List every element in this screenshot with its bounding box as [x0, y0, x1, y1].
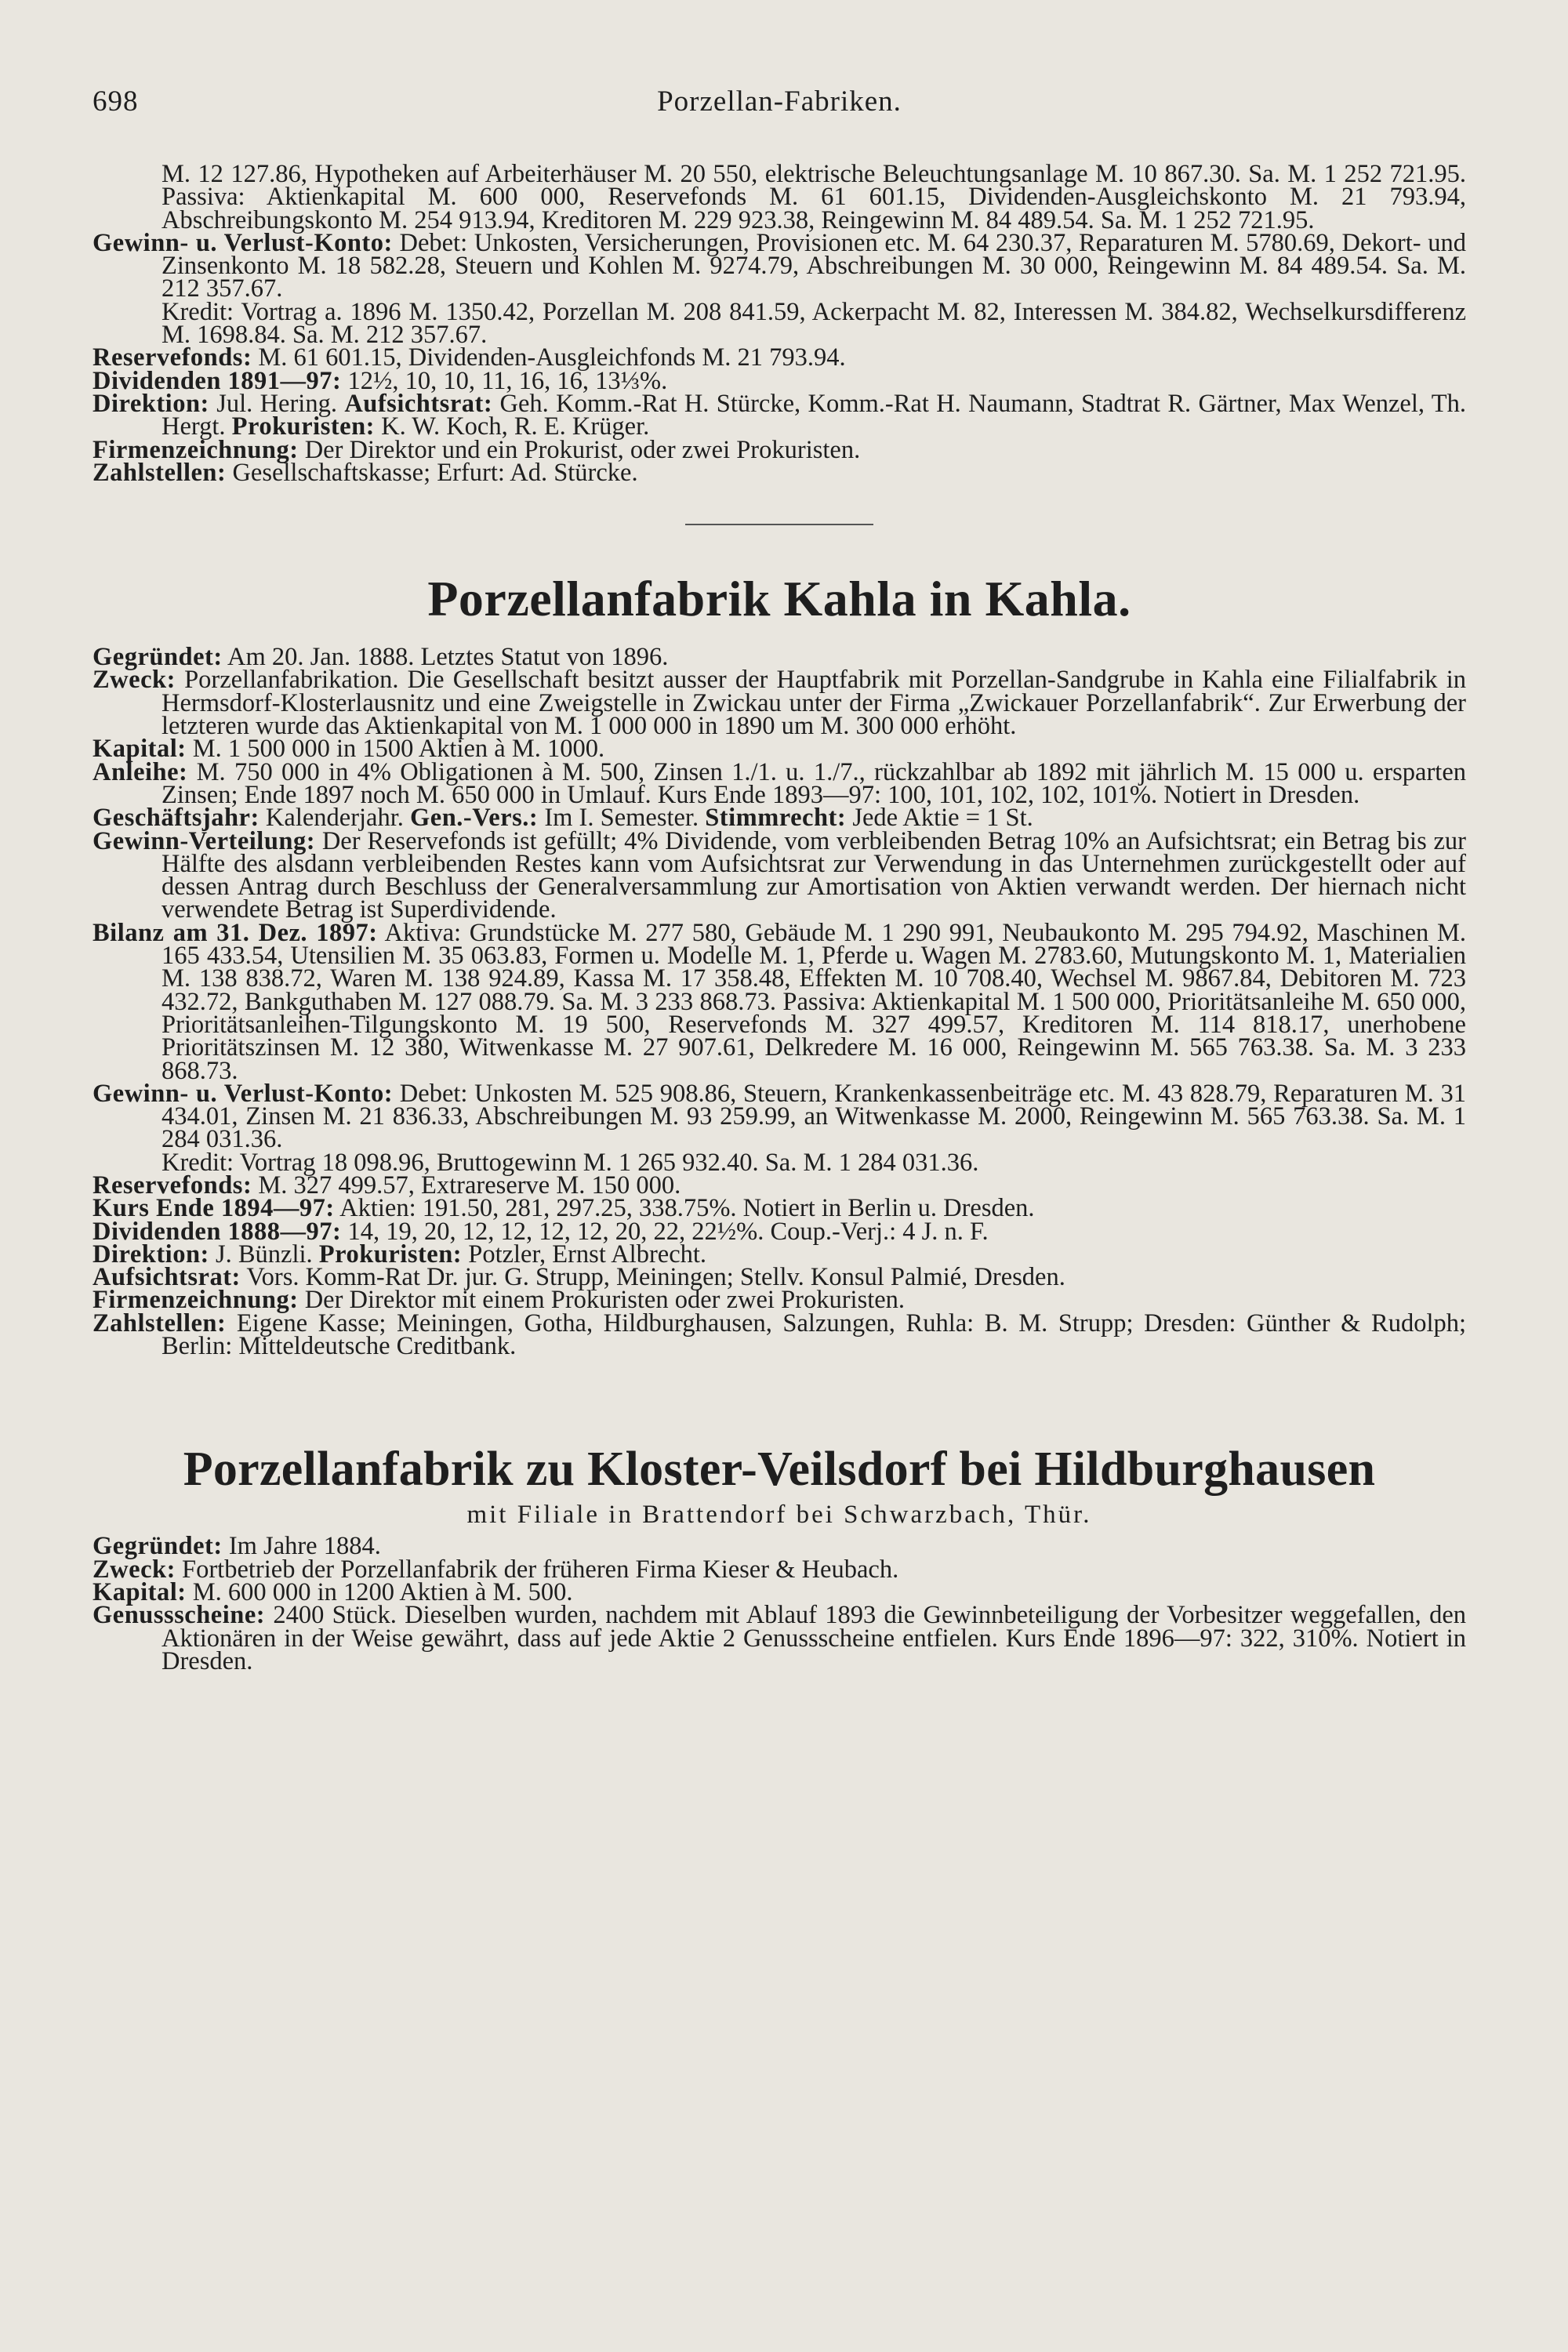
entry-text: 12½, 10, 10, 11, 16, 16, 13⅓%.: [347, 366, 668, 395]
entry-label: Geschäftsjahr:: [93, 804, 260, 833]
entry-text: Der Direktor mit einem Prokuristen oder zwei Prokuristen.: [304, 1286, 906, 1315]
entry-label: Anleihe:: [93, 757, 188, 786]
entry-text: M. 61 601.15, Dividenden-Ausgleichfonds M. 21 793.94.: [258, 343, 846, 372]
page-content: [93, 160, 1467, 1675]
entry-text: M. 327 499.57, Extrareserve M. 150 000.: [258, 1171, 681, 1200]
entry-label: Gewinn- u. Verlust-Konto:: [93, 228, 393, 257]
entry-label: Kapital:: [93, 735, 187, 764]
entry-label: Kurs Ende 1894—97:: [93, 1194, 335, 1223]
entry-label: Dividenden 1891—97:: [93, 366, 342, 395]
entry-text: Kalenderjahr.: [265, 804, 404, 833]
company-subtitle: mit Filiale in Brattendorf bei Schwarzbach, Thür.: [466, 1501, 1092, 1530]
entry-text: Fortbetrieb der Porzellanfabrik der früheren Firma Kieser & Heubach.: [182, 1555, 899, 1584]
entry-label: Zweck:: [93, 666, 176, 695]
entry-text: Porzellanfabrikation. Die Gesellschaft besitzt ausser der Hauptfabrik mit Porzellan-Sandgrube in Kahla eine Filialfabrik in Hermsdorf-Klosterlausnitz und eine Zweigstelle in Zwickau unter der Firma „Zwickauer Porzellanfabrik“. Zur Erwerbung der letzteren wurde das Aktienkapital von M. 1 000 000 in 1890 um M. 300 000 erhöht.: [162, 666, 1466, 741]
entry-text: M. 750 000 in 4% Obligationen à M. 500, Zinsen 1./1. u. 1./7., rückzahlbar ab 1892 mit jährlich M. 15 000 u. ersparten Zinsen; Ende 1897 noch M. 650 000 in Umlauf. Kurs Ende 1893—97: 100, 101, 102, 102, 101%. Notiert in Dresden.: [162, 757, 1467, 809]
entry-text: Der Reservefonds ist gefüllt; 4% Dividende, vom verbleibenden Betrag 10% an Aufsichtsrat; ein Betrag bis zur Hälfte des alsdann verbleibenden Restes kann vom Aufsichtsrat zur Verwendung in das Unternehmen zurückgestellt oder auf dessen Antrag durch Beschluss der Generalversammlung zur Amortisation von Aktien verwandt werden. Der hiernach nicht verwendete Betrag ist Superdividende.: [162, 826, 1466, 924]
entry-label: Zahlstellen:: [93, 458, 227, 487]
entry-label: Bilanz am 31. Dez. 1897:: [93, 918, 378, 947]
page-number: 698: [93, 85, 139, 118]
entry-text: M. 600 000 in 1200 Aktien à M. 500.: [192, 1577, 573, 1606]
page-header: [93, 85, 1466, 129]
entry-label: Aufsichtsrat:: [93, 1263, 241, 1292]
running-title: Porzellan-Fabriken.: [657, 85, 902, 118]
entry-text: Im Jahre 1884.: [228, 1532, 381, 1561]
kahla-gewinn-verlust: [93, 1079, 1466, 1154]
entry-text: Aktiva: Grundstücke M. 277 580, Gebäude M. 1 290 991, Neubaukonto M. 295 794.92, Maschinen M. 165 433.54, Utensilien M. 35 063.83, Formen u. Modelle M. 1, Pferde u. Wagen M. 2783.60, Mutungskonto M. 1, Materialien M. 138 838.72, Waren M. 138 924.89, Kassa M. 17 358.48, Effekten M. 10 708.40, Wechsel M. 9867.84, Debitoren M. 723 432.72, Bankguthaben M. 127 088.79. Sa. M. 3 233 868.73. Passiva: Aktienkapital M. 1 500 000, Prioritätsanleihe M. 650 000, Prioritätsanleihen-Tilgungskonto M. 19 500, Reservefonds M. 327 499.57, Kreditoren M. 114 818.17, unerhobene Prioritätszinsen M. 12 380, Witwenkasse M. 27 907.61, Delkredere M. 16 000, Reingewinn M. 565 763.38. Sa. M. 3 233 868.73.: [162, 918, 1467, 1085]
entry-text: Am 20. Jan. 1888. Letztes Statut von 1896.: [227, 643, 669, 672]
entry-text: Jede Aktie = 1 St.: [852, 804, 1033, 833]
entry-label: Gen.-Vers.:: [410, 804, 539, 833]
entry-label: Direktion:: [93, 1240, 209, 1269]
entry-text: J. Bünzli.: [215, 1240, 313, 1269]
prev-direktion: [93, 389, 1466, 441]
entry-label: Gewinn-Verteilung:: [93, 826, 316, 855]
prev-kredit: Kredit: Vortrag a. 1896 M. 1350.42, Porzellan M. 208 841.59, Ackerpacht M. 82, Interessen M. 384.82, Wechselkursdifferenz M. 1698.84. Sa. M. 212 357.67.: [162, 297, 1466, 350]
entry-text: K. W. Koch, R. E. Krüger.: [381, 412, 650, 441]
entry-text: Aktien: 191.50, 281, 297.25, 338.75%. Notiert in Berlin u. Dresden.: [339, 1194, 1035, 1223]
entry-text: Gesellschaftskasse; Erfurt: Ad. Stürcke.: [232, 458, 638, 487]
entry-label: Zahlstellen:: [93, 1308, 227, 1338]
entry-label: Dividenden 1888—97:: [93, 1217, 342, 1246]
bilanz-continuation: M. 12 127.86, Hypotheken auf Arbeiterhäuser M. 20 550, elektrische Beleuchtungsanlage M. 10 867.30. Sa. M. 1 252 721.95. Passiva: Aktienkapital M. 600 000, Reservefonds M. 61 601.15, Dividenden-Ausgleichskonto M. 21 793.94, Abschreibungskonto M. 254 913.94, Kreditoren M. 229 923.38, Reingewinn M. 84 489.54. Sa. M. 1 252 721.95.: [162, 160, 1466, 234]
section-gap: [93, 1358, 1466, 1439]
entry-label: Firmenzeichnung:: [93, 435, 299, 464]
entry-text: Geh. Komm.-Rat H. Stürcke, Komm.-Rat H. Naumann, Stadtrat R. Gärtner, Max Wenzel, Th. Hergt.: [162, 389, 1466, 441]
entry-label: Reservefonds:: [93, 1171, 252, 1200]
prev-gewinn-verlust: [93, 228, 1466, 303]
kahla-zahlstellen: [93, 1308, 1467, 1361]
company-title-kloster-veilsdorf: Porzellanfabrik zu Kloster-Veilsdorf bei Hildburghausen: [183, 1443, 1376, 1497]
entry-label: Genussscheine:: [93, 1601, 266, 1630]
entry-label: Prokuristen:: [318, 1240, 463, 1269]
entry-label: Gegründet:: [93, 1532, 223, 1561]
entry-text: 14, 19, 20, 12, 12, 12, 12, 20, 22, 22½%. Coup.-Verj.: 4 J. n. F.: [347, 1217, 989, 1246]
entry-label: Aufsichtsrat:: [344, 389, 493, 418]
entry-text: Der Direktor und ein Prokurist, oder zwei Prokuristen.: [304, 435, 861, 464]
kahla-kredit: Kredit: Vortrag 18 098.96, Bruttogewinn M. 1 265 932.40. Sa. M. 1 284 031.36.: [162, 1148, 979, 1177]
kahla-bilanz: [93, 918, 1467, 1085]
entry-text: Jul. Hering.: [216, 389, 337, 418]
entry-label: Gegründet:: [93, 643, 223, 672]
kahla-gewinn-verteilung: [93, 826, 1466, 924]
entry-label: Stimmrecht:: [705, 804, 847, 833]
entry-label: Gewinn- u. Verlust-Konto:: [93, 1079, 394, 1108]
prev-zahlstellen: [93, 458, 1466, 487]
entry-text: Vors. Komm-Rat Dr. jur. G. Strupp, Meiningen; Stellv. Konsul Palmié, Dresden.: [246, 1263, 1065, 1292]
entry-label: Kapital:: [93, 1577, 187, 1606]
entry-label: Zweck:: [93, 1555, 176, 1584]
entry-text: Debet: Unkosten, Versicherungen, Provisionen etc. M. 64 230.37, Reparaturen M. 5780.69, Dekort- und Zinsenkonto M. 18 582.28, Steuern und Kohlen M. 9274.79, Abschreibungen M. 30 000, Reingewinn M. 84 489.54. Sa. M. 212 357.67.: [162, 228, 1466, 303]
entry-label: Prokuristen:: [231, 412, 376, 441]
entry-label: Firmenzeichnung:: [93, 1286, 299, 1315]
kahla-anleihe: [93, 757, 1467, 809]
kloster-genussscheine: [93, 1601, 1466, 1675]
company-title-kahla: Porzellanfabrik Kahla in Kahla.: [427, 571, 1131, 627]
entry-text: Im I. Semester.: [544, 804, 699, 833]
entry-text: 2400 Stück. Dieselben wurden, nachdem mit Ablauf 1893 die Gewinnbeteiligung der Vorbesitzer weggefallen, den Aktionären in der Weise gewährt, dass auf jede Aktie 2 Genussscheine entfielen. Kurs Ende 1896—97: 322, 310%. Notiert in Dresden.: [162, 1601, 1466, 1675]
entry-text: Eigene Kasse; Meiningen, Gotha, Hildburghausen, Salzungen, Ruhla: B. M. Strupp; Dresden: Günther & Rudolph; Berlin: Mitteldeutsche Creditbank.: [162, 1308, 1467, 1361]
entry-label: Reservefonds:: [93, 343, 252, 372]
section-divider: [685, 524, 873, 525]
entry-text: Debet: Unkosten M. 525 908.86, Steuern, Krankenkassenbeiträge etc. M. 43 828.79, Reparaturen M. 31 434.01, Zinsen M. 21 836.33, Abschreibungen M. 93 259.99, an Witwenkasse M. 2000, Reingewinn M. 565 763.38. Sa. M. 1 284 031.36.: [162, 1079, 1466, 1154]
entry-text: M. 1 500 000 in 1500 Aktien à M. 1000.: [192, 735, 605, 764]
kahla-zweck: [93, 666, 1466, 741]
entry-text: Potzler, Ernst Albrecht.: [468, 1240, 707, 1269]
entry-label: Direktion:: [93, 389, 209, 418]
